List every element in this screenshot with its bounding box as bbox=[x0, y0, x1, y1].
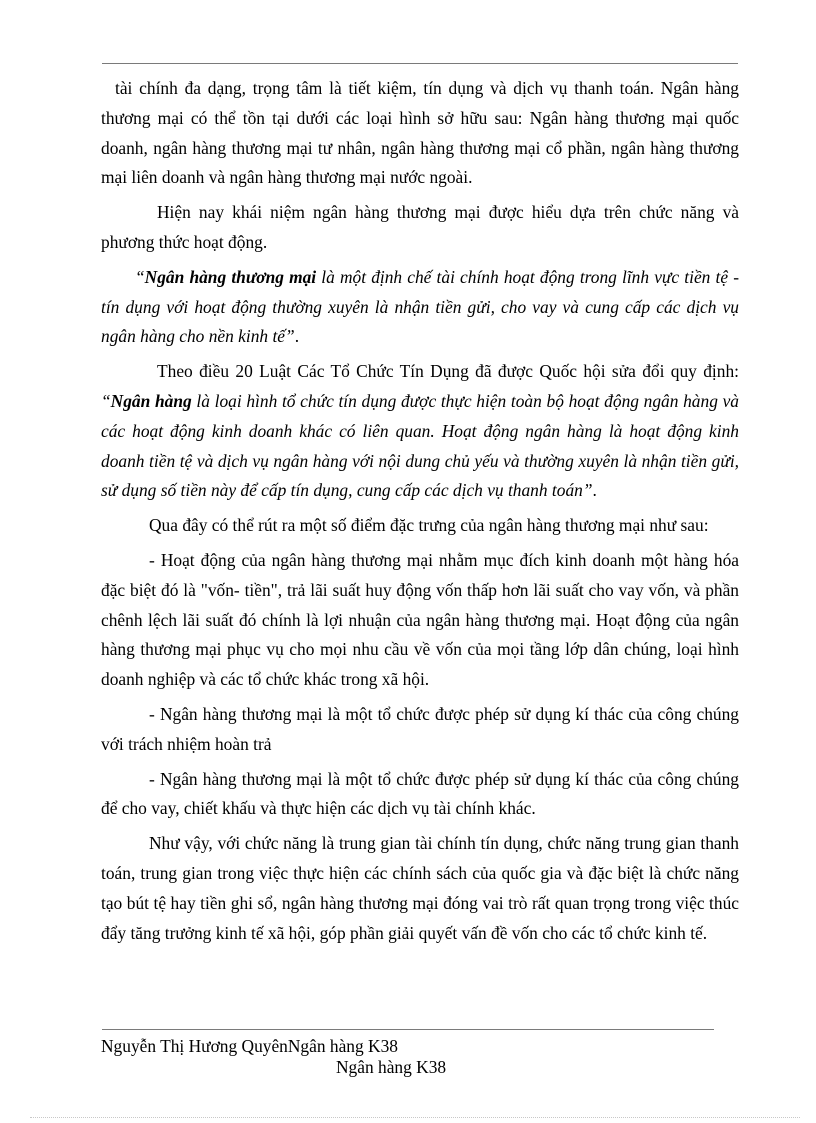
term-ngan-hang: Ngân hàng bbox=[110, 390, 192, 411]
paragraph-conclusion: Như vậy, với chức năng là trung gian tài chính tín dụng, chức năng trung gian thanh toán, trung gian trong việc thực hiện các chính sách của quốc gia và đặc biệt là chức năng tạo bút tệ hay tiền ghi sổ, ngân hàng thương mại đóng vai trò rất quan trọng trong việc thúc đẩy tăng trưởng kinh tế xã hội, góp phần giải quyết vấn đề vốn cho các tổ chức kinh tế. bbox=[101, 833, 739, 943]
definition-1-text: là một định chế tài chính hoạt động trong lĩnh vực tiền tệ - tín dụng với hoạt động thường xuyên là nhận tiền gửi, cho vay và cung cấp các dịch vụ ngân hàng cho nền kinh tế” bbox=[101, 266, 739, 347]
bullet-3: - Ngân hàng thương mại là một tổ chức được phép sử dụng kí thác của công chúng để cho vay, chiết khấu và thực hiện các dịch vụ tài chính khác. bbox=[101, 768, 739, 819]
footer-department: Ngân hàng K38 bbox=[336, 1057, 447, 1077]
document-body bbox=[101, 74, 739, 948]
quote-open: “ bbox=[135, 266, 145, 287]
paragraph-characteristics-intro: Qua đây có thể rút ra một số điểm đặc trưng của ngân hàng thương mại như sau: bbox=[149, 515, 709, 536]
paragraph-law-article bbox=[101, 357, 739, 506]
bullet-1: - Hoạt động của ngân hàng thương mại nhằm mục đích kinh doanh một hàng hóa đặc biệt đó là "vốn- tiền", trả lãi suất huy động vốn thấp hơn lãi suất cho vay vốn, và phần chênh lệch lãi suất đó chính là lợi nhuận của ngân hàng thương mại. Hoạt động của ngân hàng thương mại phục vụ cho mọi nhu cầu về vốn của mọi tầng lớp dân chúng, loại hình doanh nghiệp và các tổ chức khác trong xã hội. bbox=[101, 549, 739, 690]
definition-1-end: . bbox=[294, 326, 300, 347]
quote-open-2: “ bbox=[101, 390, 111, 411]
footer-rule bbox=[102, 1029, 714, 1030]
header-rule bbox=[102, 63, 738, 64]
paragraph-2: Hiện nay khái niệm ngân hàng thương mại được hiểu dựa trên chức năng và phương thức hoạt động. bbox=[101, 202, 739, 252]
bullet-2: - Ngân hàng thương mại là một tổ chức được phép sử dụng kí thác của công chúng với trách nhiệm hoàn trả bbox=[101, 703, 739, 754]
definition-2-end: . bbox=[592, 480, 597, 501]
page-boundary bbox=[30, 1117, 800, 1118]
footer-author: Nguyễn Thị Hương QuyênNgân hàng K38 bbox=[101, 1036, 398, 1056]
paragraph-definition-1 bbox=[101, 263, 739, 352]
term-ngan-hang-thuong-mai: Ngân hàng thương mại bbox=[144, 266, 317, 287]
paragraph-1: tài chính đa dạng, trọng tâm là tiết kiệm, tín dụng và dịch vụ thanh toán. Ngân hàng thương mại có thể tồn tại dưới các loại hình sở hữu sau: Ngân hàng thương mại quốc doanh, ngân hàng thương mại tư nhân, ngân hàng thương mại cổ phần, ngân hàng thương mại liên doanh và ngân hàng thương mại nước ngoài. bbox=[101, 78, 739, 188]
law-lead: Theo điều 20 Luật Các Tổ Chức Tín Dụng đã được Quốc hội sửa đổi quy định: bbox=[157, 361, 739, 382]
definition-2-text: là loại hình tổ chức tín dụng được thực hiện toàn bộ hoạt động ngân hàng và các hoạt động kinh doanh khác có liên quan. Hoạt động ngân hàng là hoạt động kinh doanh tiền tệ và dịch vụ ngân hàng với nội dung chủ yếu và thường xuyên là nhận tiền gửi, sử dụng số tiền này để cấp tín dụng, cung cấp các dịch vụ thanh toán” bbox=[101, 390, 739, 501]
